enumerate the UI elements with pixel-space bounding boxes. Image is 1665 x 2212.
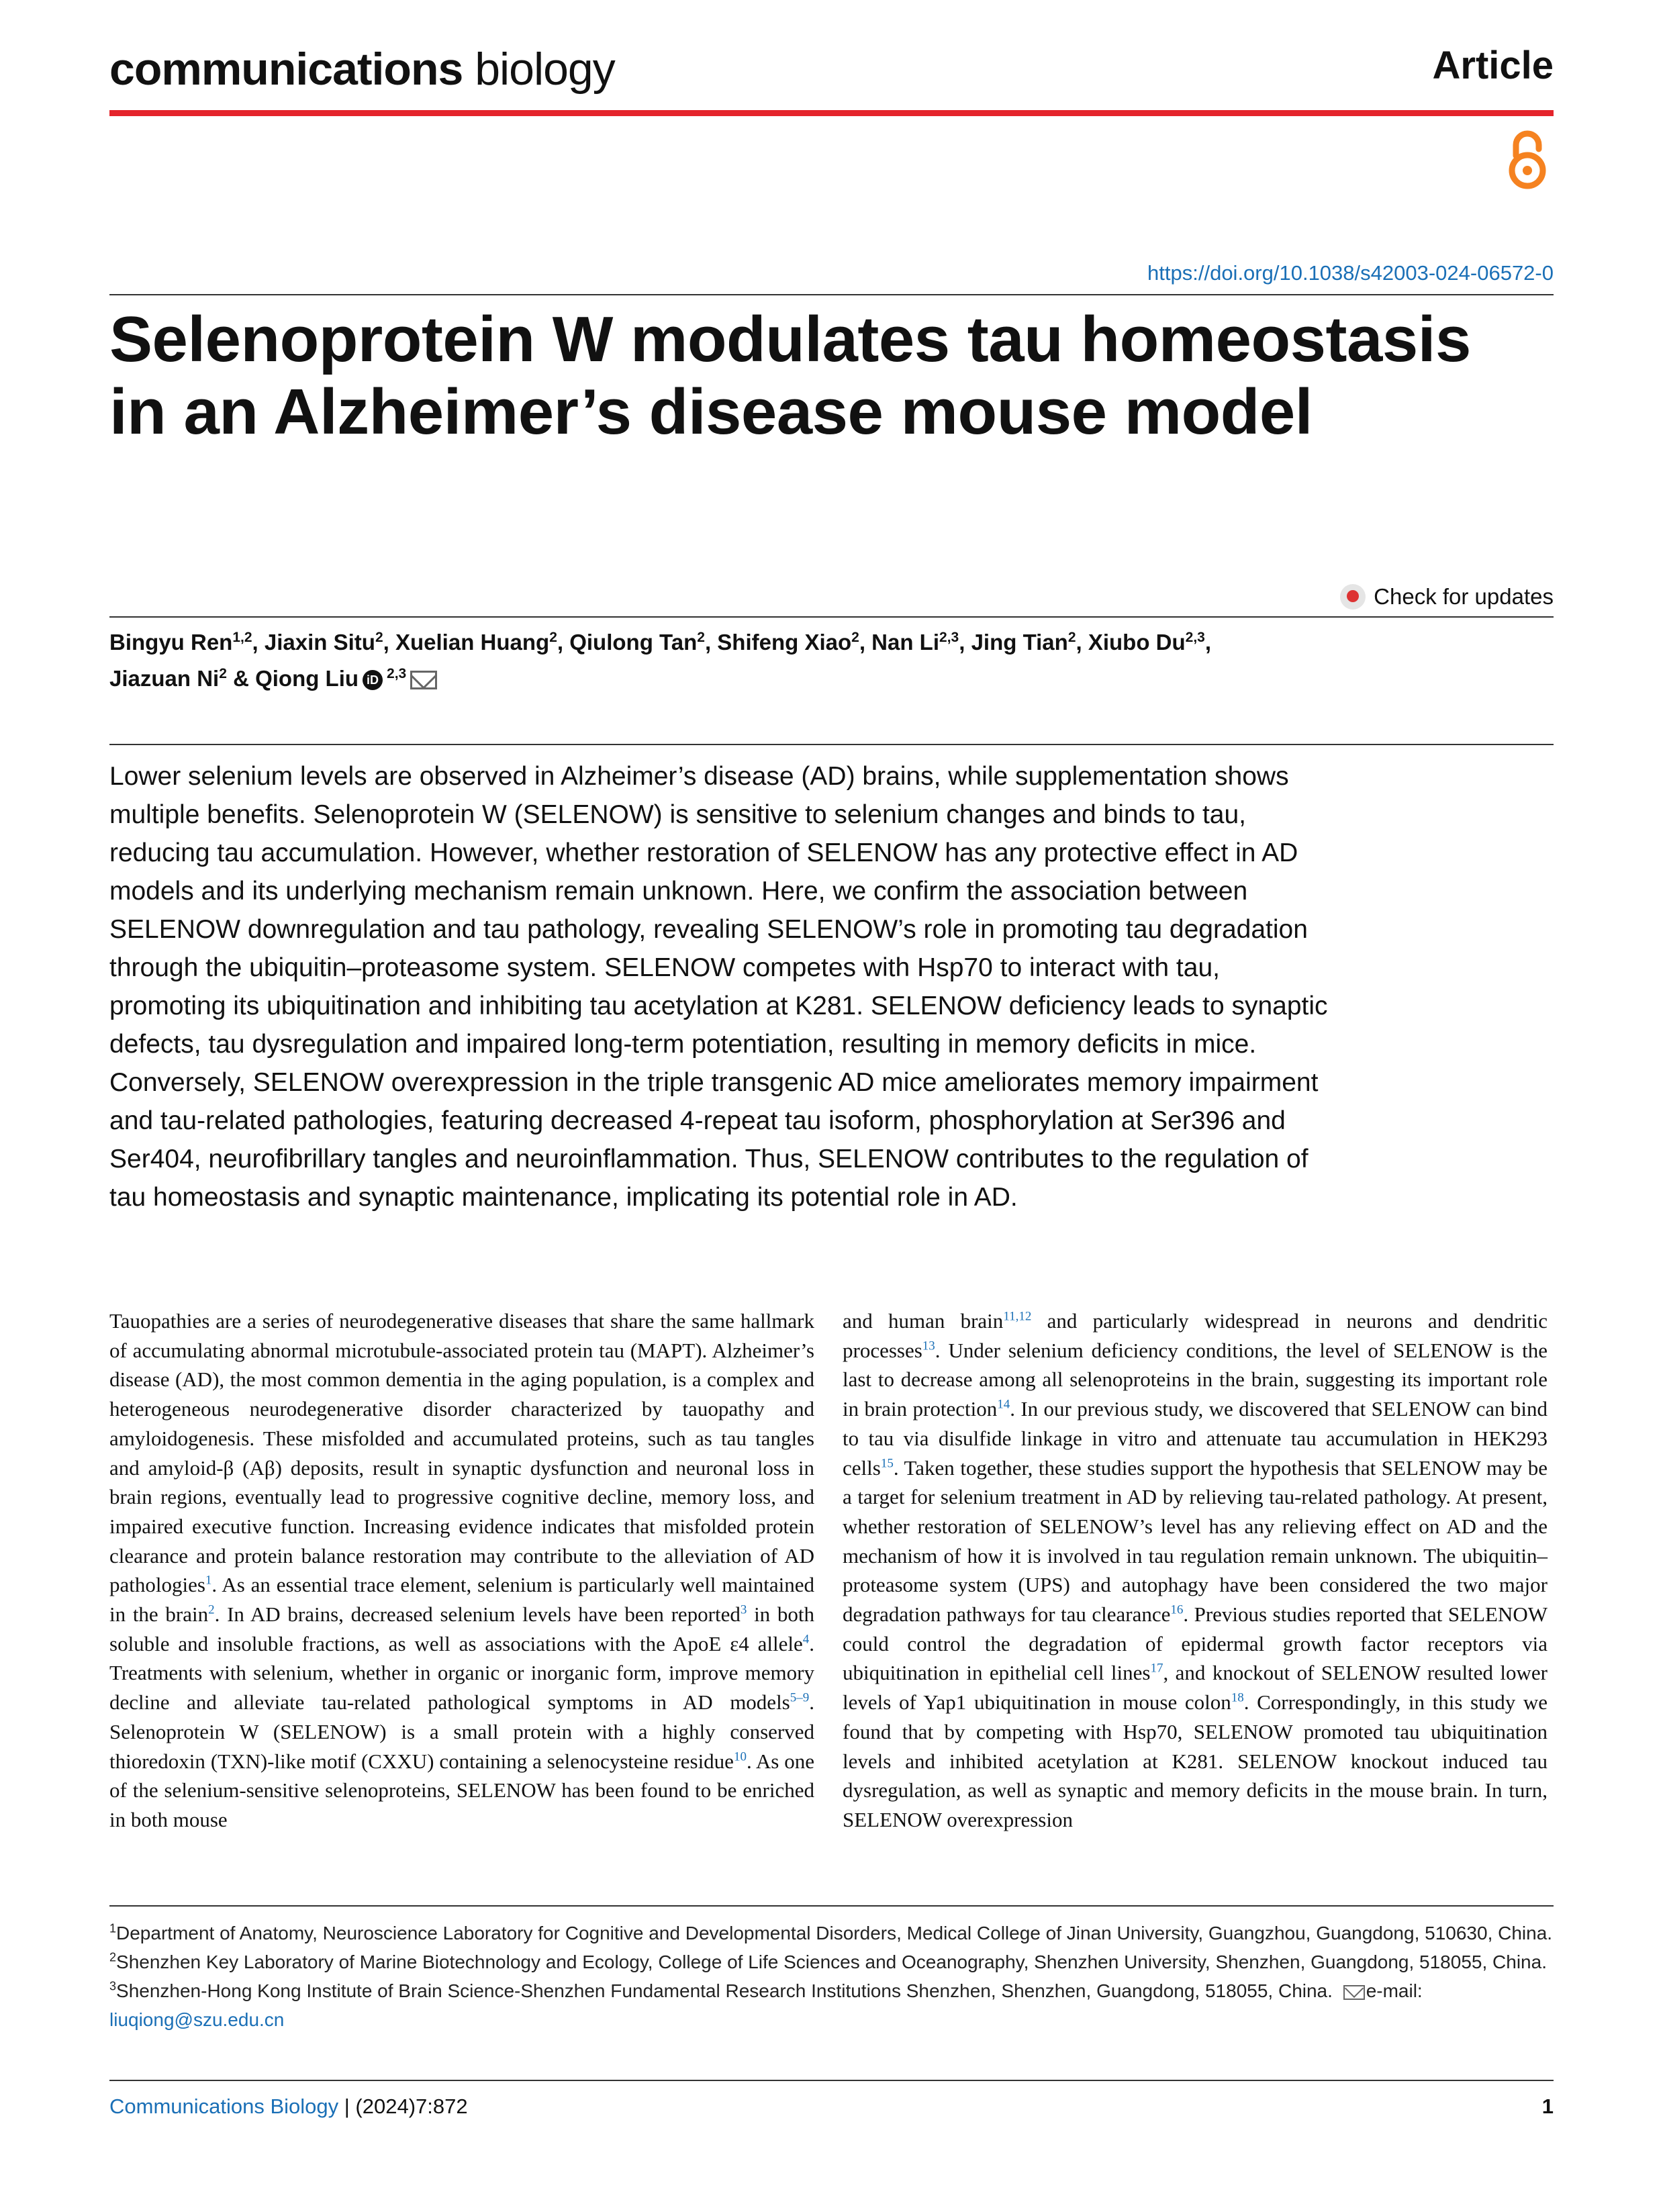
email-icon [1343, 1985, 1365, 2000]
open-access-icon [1504, 129, 1551, 191]
author-name: Jiazuan Ni [109, 666, 220, 691]
article-type-label: Article [1432, 44, 1554, 87]
affiliation-text: Shenzhen Key Laboratory of Marine Biotechnology and Ecology, College of Life Sciences and Oceanography, Shenzhen University, Shenzhen, Guangdong, 518055, China. [116, 1952, 1547, 1972]
author-affiliation-ref: 2,3 [387, 666, 407, 681]
body-text: and particularly widespread in neurons and dendritic processes [843, 1309, 1548, 1362]
author-name: Qiong Liu [255, 666, 359, 691]
crossmark-icon [1340, 584, 1366, 610]
author-affiliation-ref: 2 [375, 630, 383, 645]
author-affiliation-ref: 2 [549, 630, 557, 645]
footer-journal-link[interactable]: Communications Biology [109, 2095, 339, 2118]
footer-rule [109, 2080, 1554, 2081]
body-text: , and knockout of SELENOW resulted lower levels of Yap1 ubiquitination in mouse colon [843, 1661, 1548, 1715]
affiliation-number: 2 [109, 1950, 117, 1964]
body-text: Tauopathies are a series of neurodegenerative diseases that share the same hallmark of accumulating abnormal microtubule-associated protein tau (MAPT). Alzheimer’s disease (AD), the most common dementia in the aging population, is a complex and heterogeneous neurodegenerative disorder characterized by tauopathy and amyloidogenesis. These misfolded and accumulated proteins, such as tau tangles and amyloid-β (Aβ) deposits, result in synaptic dysfunction and neuronal loss in brain regions, eventually lead to progressive cognitive decline, memory loss, and impaired executive function. Increasing evidence indicates that misfolded protein clearance and protein balance restoration may contribute to the alleviation of AD pathologies [109, 1309, 814, 1597]
journal-logo [109, 39, 615, 99]
author-affiliation-ref: 2 [697, 630, 705, 645]
author-affiliation-ref: 2,3 [1185, 630, 1205, 645]
reference-link[interactable]: 2 [208, 1602, 215, 1617]
journal-name-light: biology [475, 44, 615, 95]
title-top-rule [109, 294, 1554, 295]
reference-link[interactable]: 14 [997, 1397, 1010, 1412]
orcid-icon[interactable]: iD [363, 670, 383, 690]
reference-link[interactable]: 11,12 [1003, 1309, 1032, 1324]
author-affiliation-ref: 1,2 [232, 630, 252, 645]
affiliation-text: Shenzhen-Hong Kong Institute of Brain Science-Shenzhen Fundamental Research Institutions Shenzhen, Shenzhen, Guangdong, 518055, China. [116, 1980, 1338, 2001]
body-column-right [843, 1306, 1548, 1835]
author-name: Jing Tian [971, 630, 1068, 655]
header-red-rule [109, 110, 1554, 116]
abstract-top-rule [109, 744, 1554, 745]
affiliation-text: Department of Anatomy, Neuroscience Laboratory for Cognitive and Developmental Disorders, Medical College of Jinan University, Guangzhou, Guangdong, 510630, China. [116, 1923, 1553, 1943]
body-column-left [109, 1306, 814, 1835]
body-text: . As one of the selenium-sensitive selenoproteins, SELENOW has been found to be enriched in both mouse [109, 1749, 814, 1831]
affiliation-number: 3 [109, 1979, 117, 1993]
body-text: . Selenoprotein W (SELENOW) is a small protein with a highly conserved thioredoxin (TXN)-like motif (CXXU) containing a selenocysteine residue [109, 1690, 814, 1773]
reference-link[interactable]: 15 [880, 1456, 894, 1471]
email-envelope-icon[interactable] [410, 671, 437, 689]
body-text: . Correspondingly, in this study we found that by competing with Hsp70, SELENOW promoted tau ubiquitination levels and inhibited acetylation at K281. SELENOW knockout induced tau dysregulation, as well as synaptic and memory deficits in the mouse brain. In turn, SELENOW overexpression [843, 1690, 1548, 1831]
reference-link[interactable]: 18 [1231, 1690, 1244, 1705]
body-text: . Taken together, these studies support the hypothesis that SELENOW may be a target for selenium treatment in AD by relieving tau-related pathology. At present, whether restoration of SELENOW’s level has any relieving effect on AD and the mechanism of how it is involved in tau regulation remain unknown. The ubiquitin–proteasome system (UPS) and autophagy have been considered the two major degradation pathways for tau clearance [843, 1455, 1548, 1627]
page-number: 1 [1541, 2095, 1554, 2118]
author-name: Shifeng Xiao [717, 630, 852, 655]
affiliation-number: 1 [109, 1921, 117, 1935]
reference-link[interactable]: 3 [740, 1602, 747, 1617]
author-name: Xuelian Huang [395, 630, 550, 655]
body-text: . Treatments with selenium, whether in organic or inorganic form, improve memory decline and alleviate tau-related pathological symptoms in AD models [109, 1631, 814, 1715]
body-text: . In our previous study, we discovered that SELENOW can bind to tau via disulfide linkage in vitro and attenuate tau accumulation in HEK293 cells [843, 1397, 1548, 1480]
author-name: Bingyu Ren [109, 630, 233, 655]
check-for-updates[interactable] [1340, 584, 1554, 610]
body-text: . Previous studies reported that SELENOW could control the degradation of epidermal growth factor receptors via ubiquitination in epithelial cell lines [843, 1602, 1548, 1685]
reference-link[interactable]: 4 [802, 1632, 810, 1647]
doi-link[interactable]: https://doi.org/10.1038/s42003-024-06572-0 [1147, 261, 1554, 285]
author-name: Nan Li [871, 630, 940, 655]
author-name: Xiubo Du [1088, 630, 1186, 655]
reference-link[interactable]: 16 [1170, 1602, 1184, 1617]
footer-citation [109, 2095, 468, 2119]
body-text: . As an essential trace element, selenium is particularly well maintained in the brain [109, 1573, 814, 1627]
reference-link[interactable]: 13 [922, 1339, 935, 1353]
author-affiliation-ref: 2 [219, 666, 227, 681]
author-list: Bingyu Ren$^{1,2}$, Jiaxin Situ$^2$, Xuelian Huang$^2$, Qiulong Tan$^2$, Shifeng Xiao$^2$, Nan Li$^{2,3}$, Jing Tian$^2$, Xiubo Du$^{2,3}$, Jiazuan Ni$^2$ & Qiong Liu iD $^{2,3}$ [109, 630, 1212, 691]
check-for-updates-label: Check for updates [1374, 584, 1554, 609]
body-text: in both soluble and insoluble fractions, as well as associations with the ApoE ε4 allele [109, 1602, 815, 1655]
footer-volume: | (2024)7:872 [338, 2095, 468, 2118]
journal-name-bold: communications [109, 44, 463, 95]
authors-top-rule [109, 616, 1554, 618]
affiliations-top-rule [109, 1905, 1554, 1907]
author-name: Jiaxin Situ [264, 630, 375, 655]
reference-link[interactable]: 1 [205, 1574, 212, 1588]
affiliations [109, 1919, 1554, 2034]
reference-link[interactable]: 10 [733, 1749, 747, 1764]
article-title: Selenoprotein W modulates tau homeostasis in an Alzheimer’s disease mouse model [109, 303, 1471, 448]
email-label: e-mail: [1366, 1980, 1423, 2001]
author-name: Qiulong Tan [569, 630, 698, 655]
reference-link[interactable]: 5–9 [790, 1690, 810, 1705]
body-text: . In AD brains, decreased selenium levels have been reported [214, 1602, 741, 1627]
author-affiliation-ref: 2,3 [939, 630, 959, 645]
body-text: . Under selenium deficiency conditions, the level of SELENOW is the last to decrease among all selenoproteins in the brain, suggesting its important role in brain protection [843, 1338, 1548, 1421]
corresponding-email-link[interactable]: liuqiong@szu.edu.cn [109, 2009, 285, 2030]
body-text: and human brain [843, 1309, 1004, 1333]
author-affiliation-ref: 2 [851, 630, 859, 645]
abstract: Lower selenium levels are observed in Alzheimer’s disease (AD) brains, while supplementation shows multiple benefits. Selenoprotein W (SELENOW) is sensitive to selenium changes and binds to tau, reducing tau accumulation. However, whether restoration of SELENOW has any protective effect in AD models and its underlying mechanism remain unknown. Here, we confirm the association between SELENOW downregulation and tau pathology, revealing SELENOW’s role in promoting tau degradation through the ubiquitin–proteasome system. SELENOW competes with Hsp70 to interact with tau, promoting its ubiquitination and inhibiting tau acetylation at K281. SELENOW deficiency leads to synaptic defects, tau dysregulation and impaired long-term potentiation, resulting in memory deficits in mice. Conversely, SELENOW overexpression in the triple transgenic AD mice ameliorates memory impairment and tau-related pathologies, featuring decreased 4-repeat tau isoform, phosphorylation at Ser396 and Ser404, neurofibrillary tangles and neuroinflammation. Thus, SELENOW contributes to the regulation of tau homeostasis and synaptic maintenance, implicating its potential role in AD. [109, 762, 1328, 1212]
author-affiliation-ref: 2 [1067, 630, 1076, 645]
reference-link[interactable]: 17 [1150, 1662, 1163, 1676]
